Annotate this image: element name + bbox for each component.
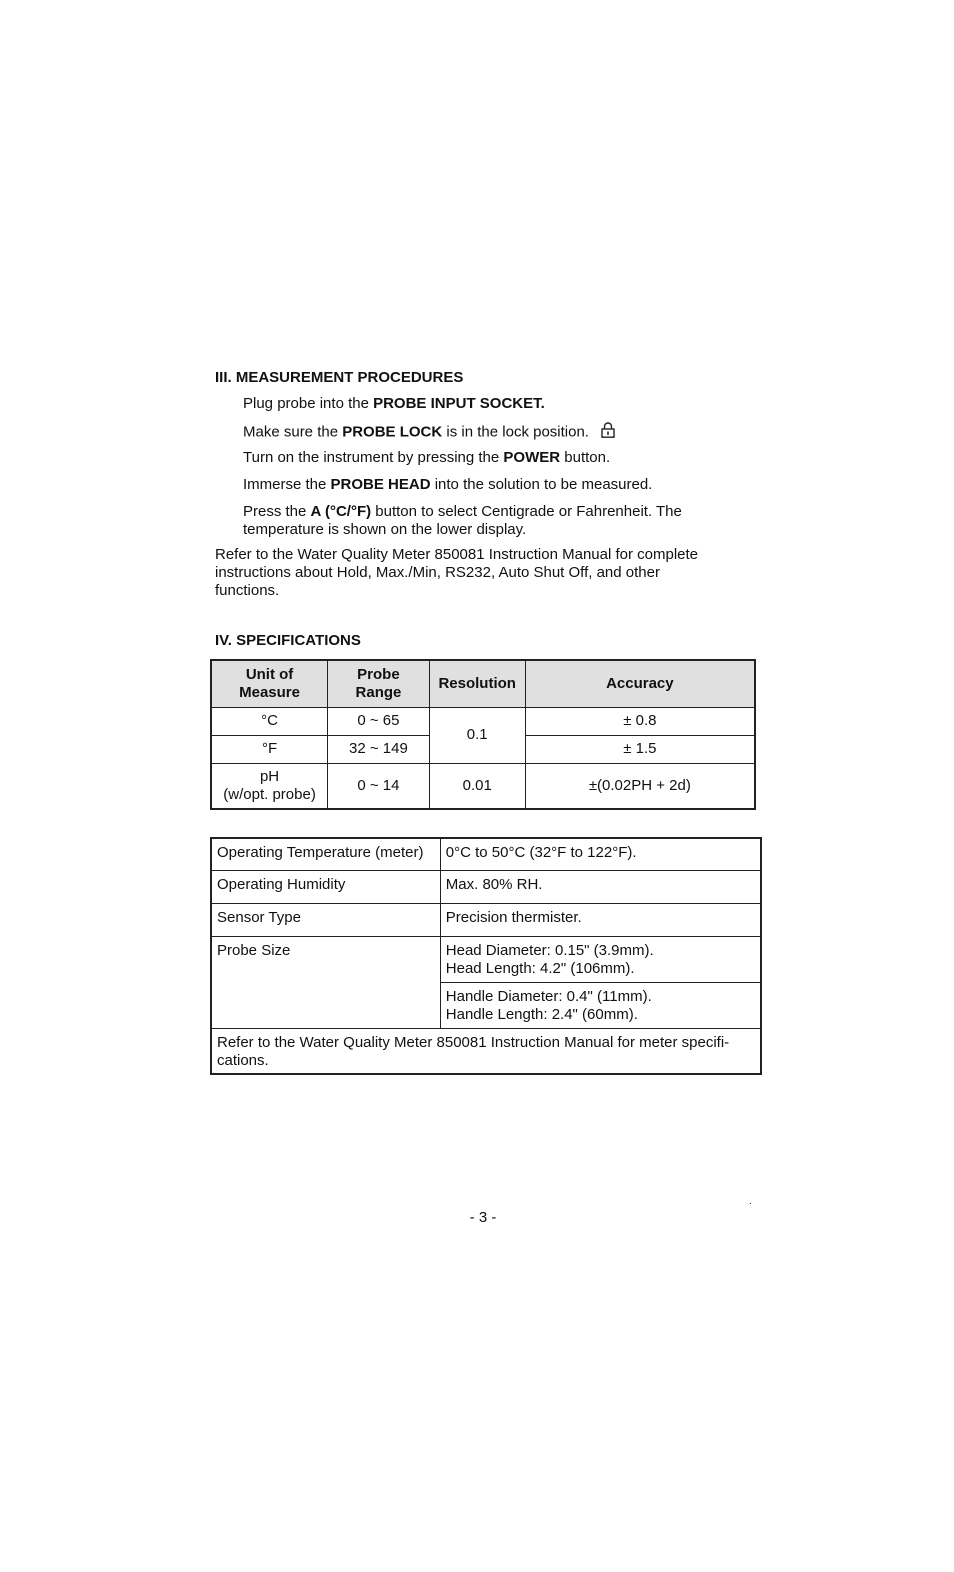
- column-header-resolution: Resolution: [429, 660, 525, 707]
- section-heading-specifications: IV. SPECIFICATIONS: [215, 632, 361, 649]
- specifications-table: [210, 659, 756, 810]
- step-text: Immerse the: [243, 476, 331, 493]
- step-bold-text: PROBE HEAD: [330, 476, 431, 493]
- cell-resolution-shared: 0.1: [429, 707, 525, 763]
- cell-unit: °C: [211, 707, 328, 735]
- cell-unit: pH (w/opt. probe): [211, 763, 328, 809]
- table-row: [211, 707, 755, 735]
- step-text: button.: [560, 449, 611, 466]
- step-text: Plug probe into the: [243, 395, 374, 412]
- step-text: Make sure the: [243, 423, 343, 441]
- step-text: is in the lock position.: [442, 423, 589, 441]
- lock-icon: [601, 422, 615, 443]
- cell-note: Refer to the Water Quality Meter 850081 Instruction Manual for meter specifi- cations.: [211, 1028, 761, 1074]
- step-bold-text: PROBE INPUT SOCKET.: [373, 395, 545, 412]
- column-header-accuracy: Accuracy: [525, 660, 755, 707]
- step-bold-text: POWER: [503, 449, 561, 466]
- general-specifications-table: [210, 837, 762, 1075]
- page-number: - 3 -: [469, 1209, 497, 1226]
- step-bold-text: PROBE LOCK: [342, 423, 443, 441]
- cell-value: Precision thermister.: [440, 903, 761, 936]
- section-heading-measurement-procedures: III. MEASUREMENT PROCEDURES: [215, 369, 464, 386]
- cell-unit: °F: [211, 735, 328, 763]
- cell-label: Sensor Type: [211, 903, 440, 936]
- cell-label: Operating Temperature (meter): [211, 838, 440, 870]
- paragraph-line: functions.: [215, 582, 280, 599]
- step-probe-lock: [243, 422, 615, 443]
- cell-range: 32 ~ 149: [328, 735, 430, 763]
- table-footer-row: [211, 1028, 761, 1074]
- step-text: Turn on the instrument by pressing the: [243, 449, 504, 466]
- step-text-line2: temperature is shown on the lower display.: [243, 521, 527, 538]
- cell-label: Operating Humidity: [211, 870, 440, 903]
- paragraph-line: instructions about Hold, Max./Min, RS232, Auto Shut Off, and other: [215, 564, 660, 581]
- step-text: button to select Centigrade or Fahrenheit. The: [371, 503, 682, 520]
- step-bold-text: A (°C/°F): [310, 503, 372, 520]
- cell-value: 0°C to 50°C (32°F to 122°F).: [440, 838, 761, 870]
- step-text: Press the: [243, 503, 311, 520]
- cell-range: 0 ~ 65: [328, 707, 430, 735]
- step-immerse-probe: [243, 476, 652, 494]
- table-row: [211, 763, 755, 809]
- cell-range: 0 ~ 14: [328, 763, 430, 809]
- cell-resolution: 0.01: [429, 763, 525, 809]
- cell-label: Probe Size: [211, 936, 440, 1028]
- table-header-row: [211, 660, 755, 707]
- cell-accuracy: ± 1.5: [525, 735, 755, 763]
- refer-manual-paragraph: [215, 546, 698, 600]
- cell-value: Head Diameter: 0.15" (3.9mm). Head Length: 4.2" (106mm).: [440, 936, 761, 982]
- cell-accuracy: ±(0.02PH + 2d): [525, 763, 755, 809]
- step-select-unit: [243, 503, 682, 539]
- step-text: into the solution to be measured.: [430, 476, 653, 493]
- table-row: [211, 936, 761, 982]
- column-header-unit: Unit of Measure: [211, 660, 328, 707]
- table-row: [211, 838, 761, 870]
- paragraph-line: Refer to the Water Quality Meter 850081 Instruction Manual for complete: [215, 546, 699, 563]
- table-row: [211, 870, 761, 903]
- cell-value: Max. 80% RH.: [440, 870, 761, 903]
- cell-value: Handle Diameter: 0.4" (11mm). Handle Length: 2.4" (60mm).: [440, 982, 761, 1028]
- step-power-on: [243, 449, 610, 467]
- cell-accuracy: ± 0.8: [525, 707, 755, 735]
- step-plug-probe: [243, 395, 545, 413]
- column-header-range: Probe Range: [328, 660, 430, 707]
- table-row: [211, 903, 761, 936]
- stray-dot: .: [749, 1196, 752, 1207]
